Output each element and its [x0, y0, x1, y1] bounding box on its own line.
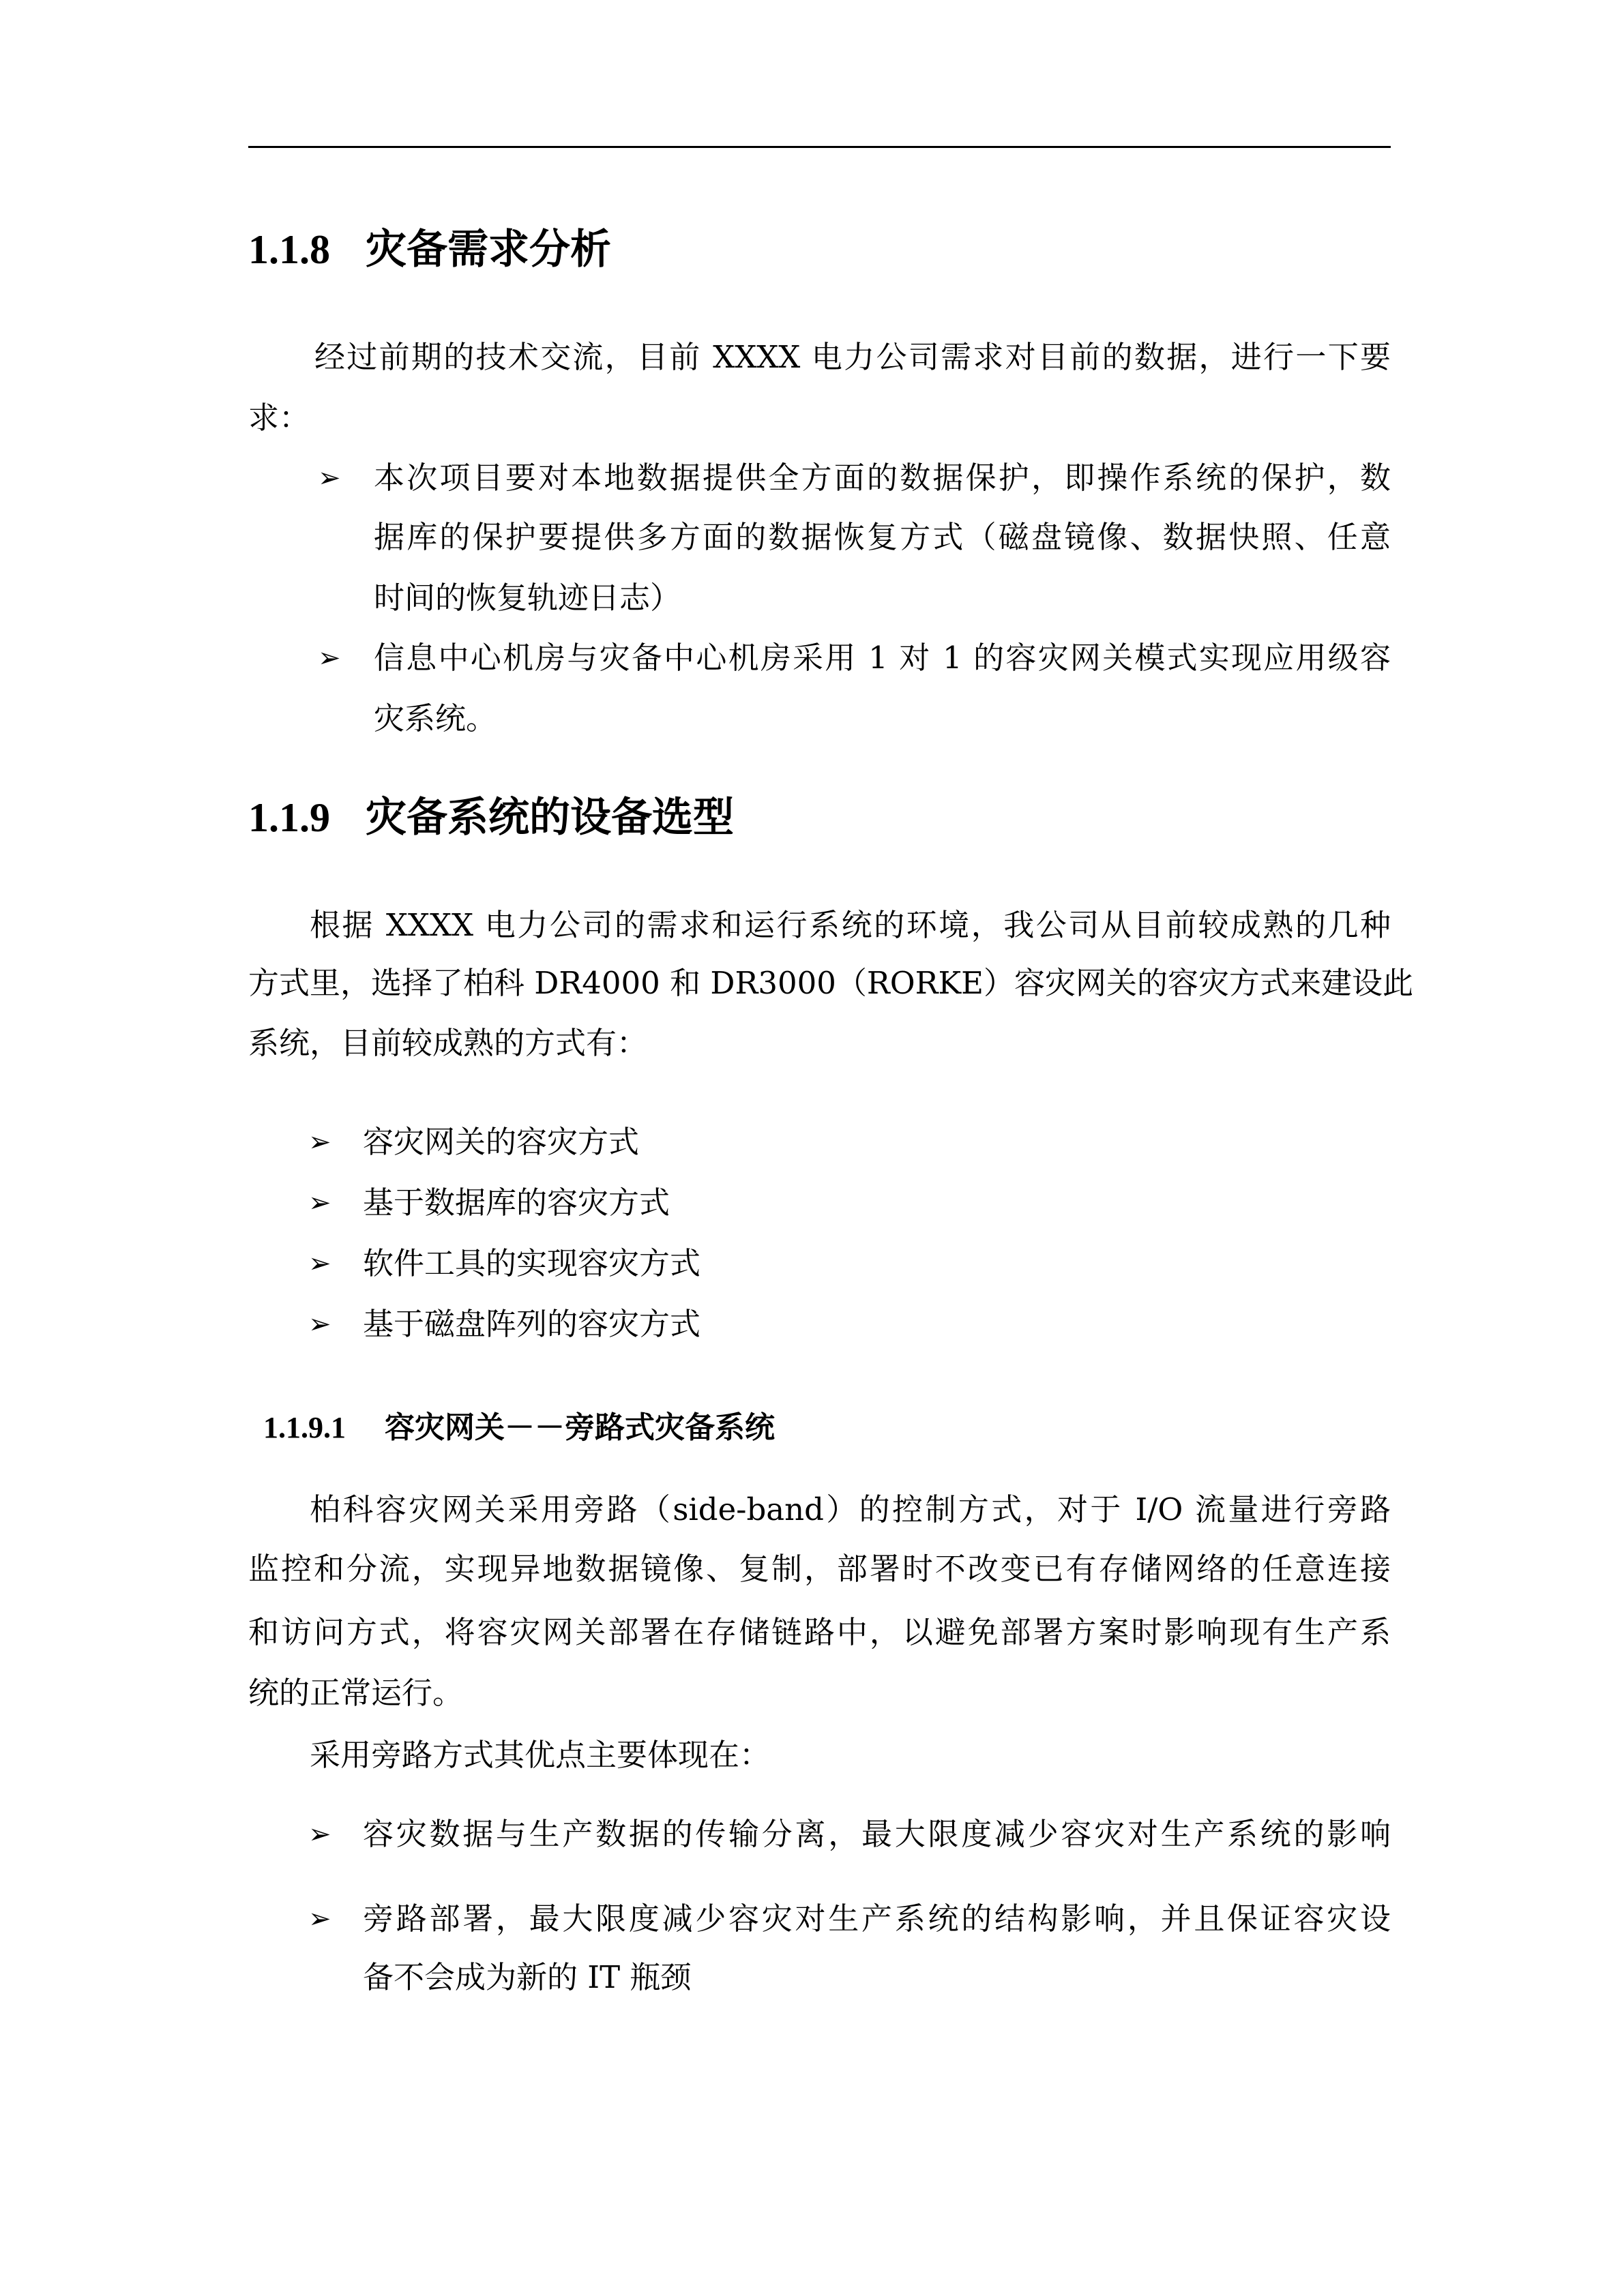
bullet-arrow-icon: ➢ — [308, 1309, 331, 1340]
bullet-line: 据库的保护要提供多方面的数据恢复方式（磁盘镜像、数据快照、任意 — [374, 519, 1391, 555]
list-item: 基于磁盘阵列的容灾方式 — [363, 1306, 701, 1342]
bullet-line: 本次项目要对本地数据提供全方面的数据保护，即操作系统的保护，数 — [374, 460, 1391, 496]
list-item: 容灾网关的容灾方式 — [363, 1124, 640, 1160]
heading-title: 灾备系统的设备选型 — [366, 795, 734, 840]
paragraph-line: 柏科容灾网关采用旁路（side-band）的控制方式，对于 I/O 流量进行旁路 — [310, 1491, 1391, 1527]
bullet-arrow-icon: ➢ — [318, 462, 341, 494]
paragraph-line: 采用旁路方式其优点主要体现在： — [310, 1737, 771, 1773]
bullet-line: 时间的恢复轨迹日志） — [374, 580, 681, 616]
heading-title: 灾备需求分析 — [366, 227, 611, 272]
heading-1-1-8 — [248, 217, 611, 275]
bullet-arrow-icon: ➢ — [308, 1127, 331, 1158]
bullet-arrow-icon: ➢ — [308, 1903, 331, 1935]
bullet-line: 旁路部署，最大限度减少容灾对生产系统的结构影响，并且保证容灾设 — [363, 1900, 1391, 1937]
paragraph-line: 经过前期的技术交流，目前 XXXX 电力公司需求对目前的数据，进行一下要 — [314, 339, 1391, 375]
paragraph-line: 监控和分流，实现异地数据镜像、复制，部署时不改变已有存储网络的任意连接 — [248, 1551, 1391, 1587]
heading-number: 1.1.9.1 — [263, 1411, 346, 1444]
list-item: 基于数据库的容灾方式 — [363, 1184, 670, 1221]
paragraph-line: 和访问方式，将容灾网关部署在存储链路中，以避免部署方案时影响现有生产系 — [248, 1614, 1391, 1650]
bullet-arrow-icon: ➢ — [318, 642, 341, 674]
bullet-arrow-icon: ➢ — [308, 1187, 331, 1219]
heading-1-1-9 — [248, 785, 734, 844]
heading-number: 1.1.9 — [248, 795, 330, 840]
bullet-line: 灾系统。 — [374, 700, 497, 736]
bullet-arrow-icon: ➢ — [308, 1248, 331, 1279]
bullet-line: 容灾数据与生产数据的传输分离，最大限度减少容灾对生产系统的影响 — [363, 1816, 1391, 1852]
paragraph-line: 求： — [248, 400, 310, 436]
paragraph-line: 系统，目前较成熟的方式有： — [248, 1025, 648, 1061]
bullet-arrow-icon: ➢ — [308, 1819, 331, 1850]
paragraph-line: 统的正常运行。 — [248, 1675, 464, 1711]
bullet-line: 信息中心机房与灾备中心机房采用 1 对 1 的容灾网关模式实现应用级容 — [374, 640, 1391, 676]
header-rule — [248, 146, 1391, 148]
heading-1-1-9-1 — [263, 1403, 775, 1446]
heading-number: 1.1.8 — [248, 227, 330, 272]
bullet-line: 备不会成为新的 IT 瓶颈 — [363, 1959, 692, 1995]
heading-title: 容灾网关－－旁路式灾备系统 — [385, 1411, 775, 1444]
paragraph-line: 方式里，选择了柏科 DR4000 和 DR3000（RORKE）容灾网关的容灾方式来建设此 — [248, 965, 1414, 1001]
list-item: 软件工具的实现容灾方式 — [363, 1245, 701, 1281]
paragraph-line: 根据 XXXX 电力公司的需求和运行系统的环境，我公司从目前较成熟的几种 — [310, 907, 1391, 943]
